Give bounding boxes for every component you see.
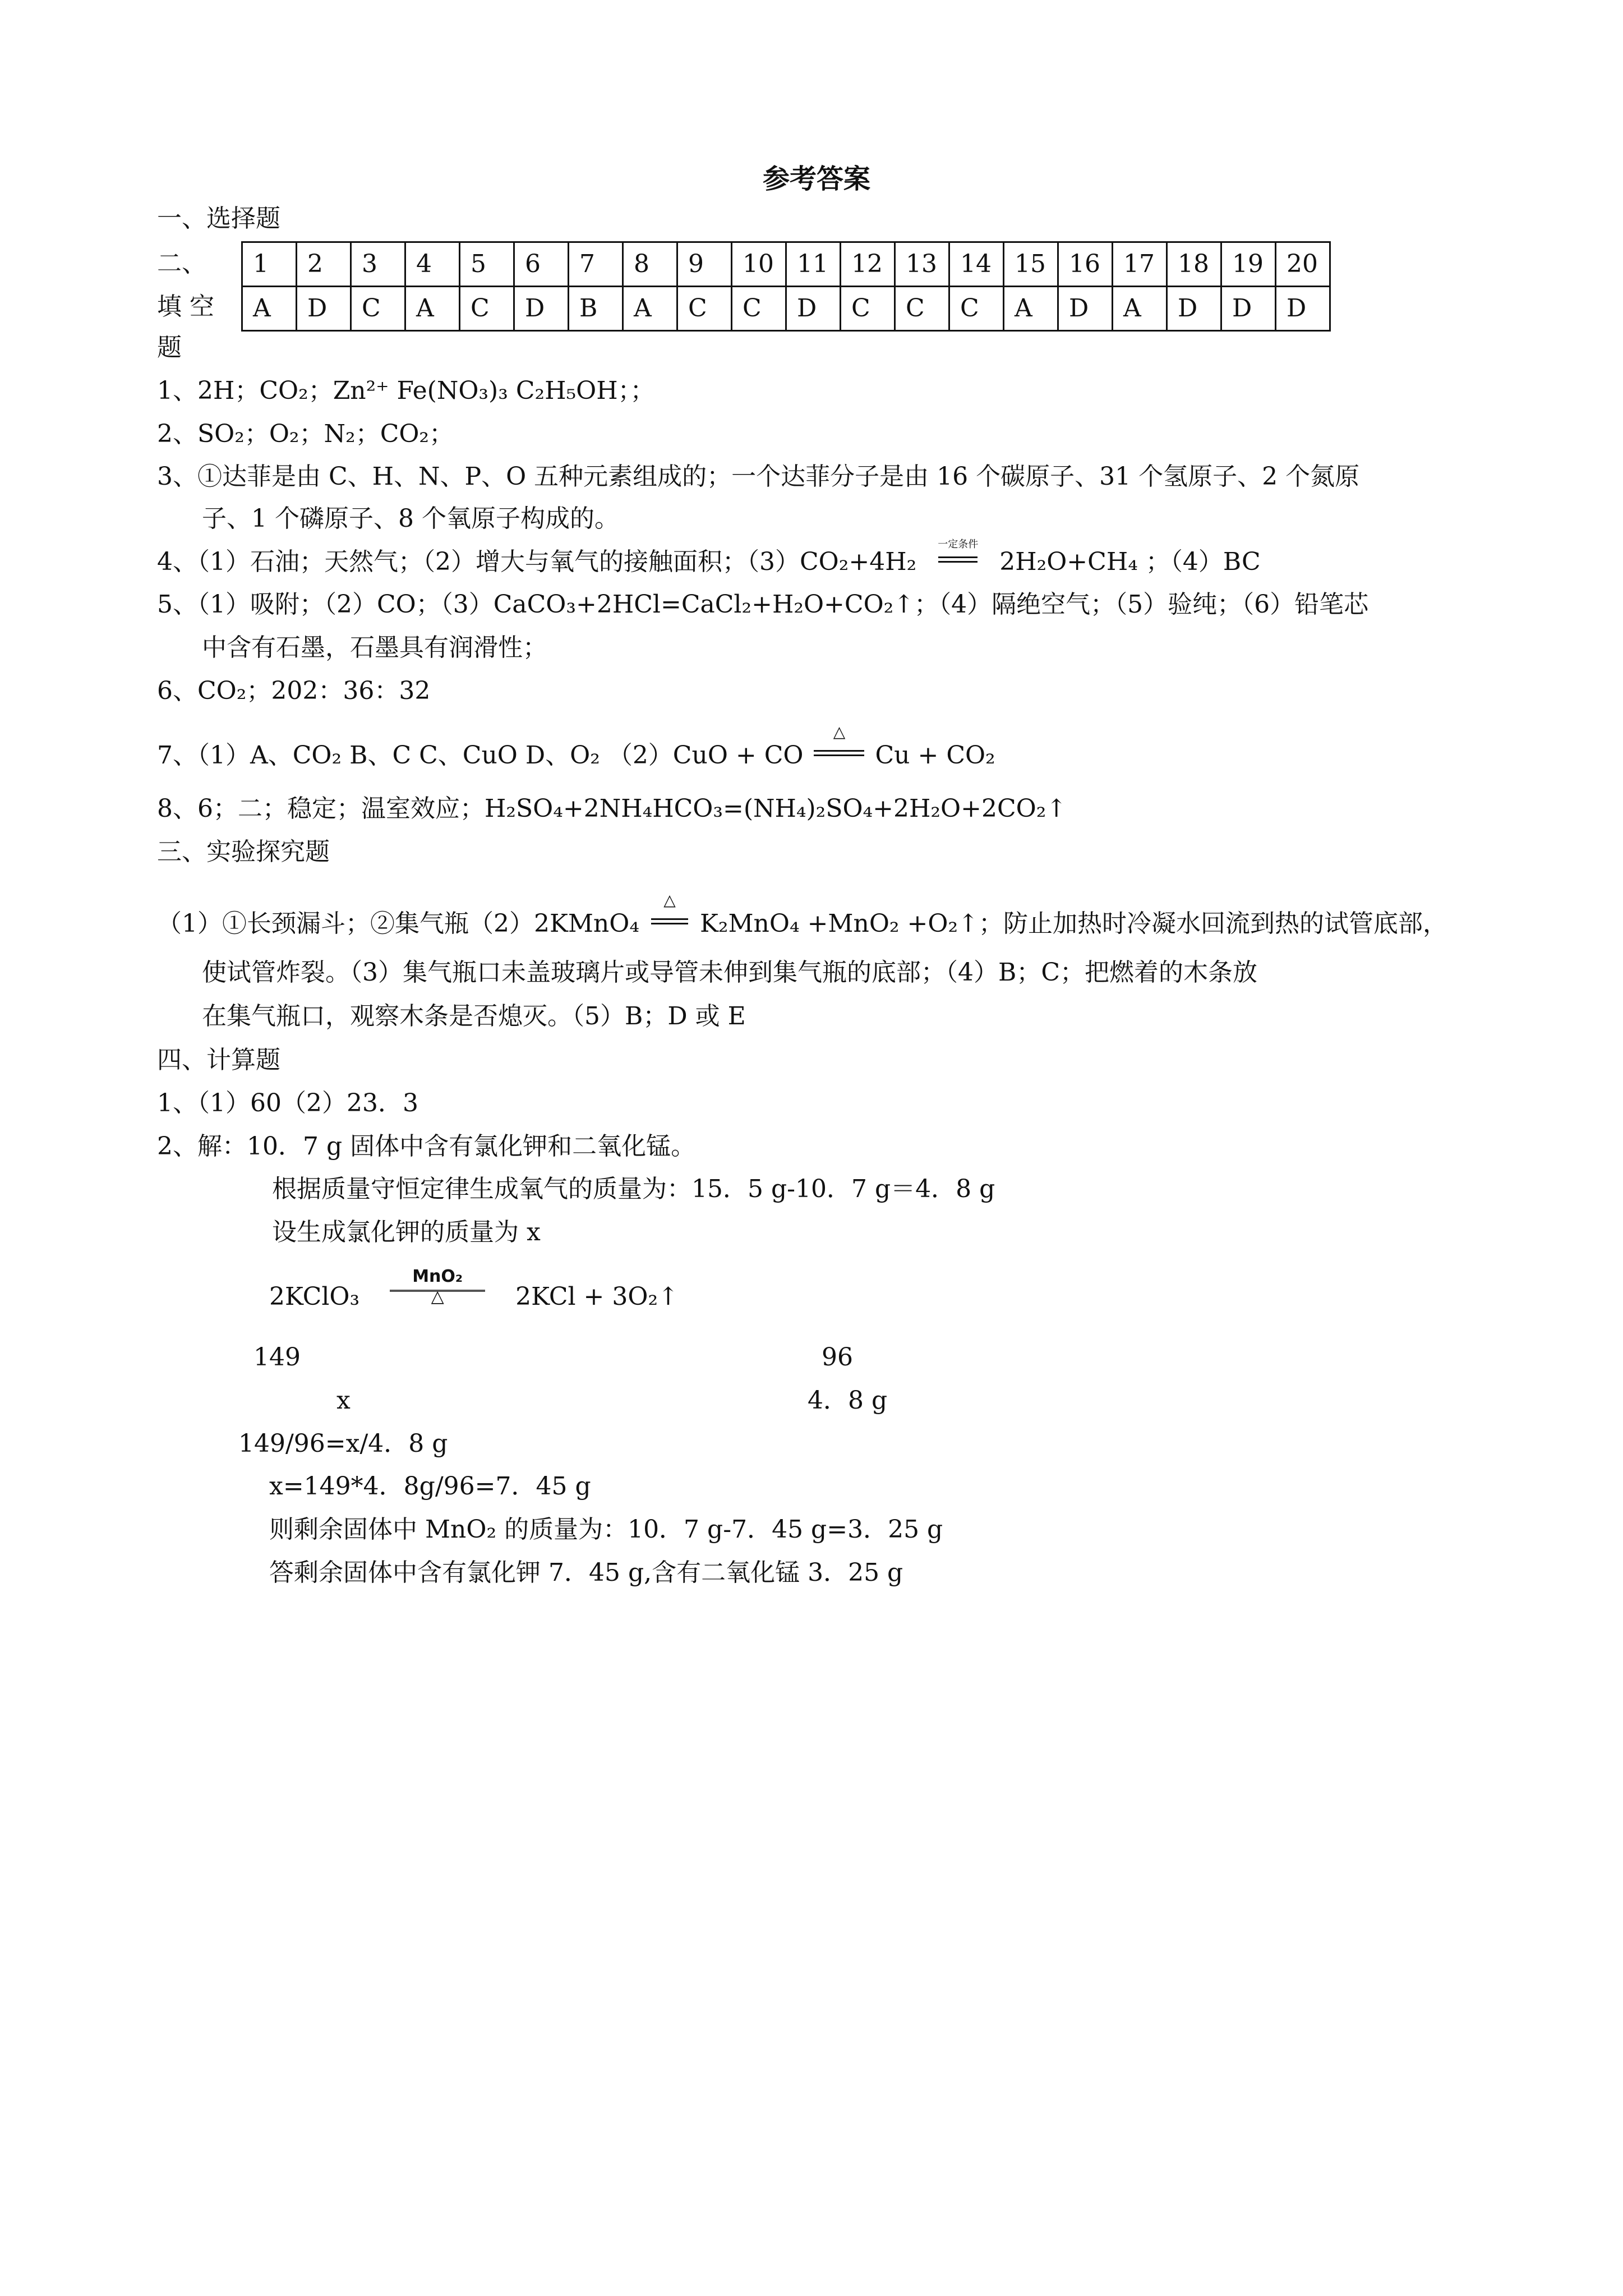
question-number-cell: 12 xyxy=(841,242,895,287)
question-number-cell: 13 xyxy=(895,242,949,287)
fill-answer-7-text-before: 7、（1）A、CO₂ B、C C、CuO D、O₂ （2）CuO + CO xyxy=(157,741,804,770)
section-fill-heading-part1: 二、 xyxy=(157,249,206,278)
reaction-condition-label: 一定条件 xyxy=(938,539,979,550)
question-number-cell: 18 xyxy=(1167,242,1221,287)
section-experiment-heading: 三、实验探究题 xyxy=(157,838,330,866)
question-number-cell: 16 xyxy=(1058,242,1113,287)
question-number-cell: 6 xyxy=(514,242,569,287)
question-number-cell: 15 xyxy=(1004,242,1058,287)
heating-condition-equals xyxy=(811,723,867,768)
fill-answer-8: 8、6；二；稳定；温室效应；H₂SO₄+2NH₄HCO₃=(NH₄)₂SO₄+2H₂O+2CO₂↑ xyxy=(157,794,1067,823)
calc-chemical-equation xyxy=(269,1266,679,1311)
section-fill-heading-part2: 填 空 xyxy=(157,292,214,321)
answer-letter-cell: C xyxy=(841,287,895,331)
calc-unknown-x: x xyxy=(336,1386,351,1415)
question-number-cell: 17 xyxy=(1113,242,1167,287)
fill-answer-5-line2: 中含有石墨，石墨具有润滑性； xyxy=(202,633,547,662)
calc-mno2-mass: 则剩余固体中 MnO₂ 的质量为：10．7 g-7．45 g=3．25 g xyxy=(269,1515,943,1544)
calc-molar-mass-o2: 96 xyxy=(822,1343,853,1372)
experiment-answer-line2: 使试管炸裂。（3）集气瓶口未盖玻璃片或导管未伸到集气瓶的底部；（4）B；C；把燃着的木条放 xyxy=(202,958,1257,987)
calc-molar-mass-kcl: 149 xyxy=(253,1343,301,1372)
fill-answer-4 xyxy=(157,539,1261,576)
fill-answer-4-text-before: 4、（1）石油；天然气；（2）增大与氧气的接触面积；（3）CO₂+4H₂ xyxy=(157,547,917,576)
answer-letter-cell: A xyxy=(1004,287,1058,331)
answer-letter-cell: D xyxy=(1058,287,1113,331)
heating-triangle-icon: △ xyxy=(833,723,846,741)
answer-letter-cell: A xyxy=(623,287,677,331)
experiment-answer-text-after: K₂MnO₄ +MnO₂ +O₂↑；防止加热时冷凝水回流到热的试管底部， xyxy=(699,909,1447,938)
calc-answer-2-intro: 2、解：10．7 g 固体中含有氯化钾和二氧化锰。 xyxy=(157,1132,696,1161)
equation-reactant: 2KClO₃ xyxy=(269,1282,360,1311)
fill-answer-4-text-after: 2H₂O+CH₄ ；（4）BC xyxy=(999,547,1261,576)
heating-condition-equals xyxy=(647,891,692,936)
experiment-answer-text-before: （1）①长颈漏斗；②集气瓶（2）2KMnO₄ xyxy=(157,909,639,938)
question-number-cell: 1 xyxy=(242,242,297,287)
answer-letter-cell: D xyxy=(514,287,569,331)
question-number-cell: 20 xyxy=(1276,242,1330,287)
question-number-cell: 11 xyxy=(786,242,841,287)
fill-answer-3-line2: 子、1 个磷原子、8 个氧原子构成的。 xyxy=(202,504,619,533)
answer-letter-cell: A xyxy=(405,287,460,331)
question-number-cell: 9 xyxy=(677,242,732,287)
answer-letter-cell: C xyxy=(949,287,1004,331)
answer-letter-cell: C xyxy=(732,287,786,331)
answer-letter-cell: A xyxy=(1113,287,1167,331)
question-number-cell: 10 xyxy=(732,242,786,287)
answer-letter-cell: A xyxy=(242,287,297,331)
calc-answer-1: 1、（1）60（2）23．3 xyxy=(157,1089,418,1117)
heating-triangle-icon: △ xyxy=(663,891,676,909)
calc-oxygen-mass-value: 4．8 g xyxy=(808,1386,888,1415)
experiment-answer-line1 xyxy=(157,891,1447,938)
answer-letter-cell: D xyxy=(786,287,841,331)
calc-ratio: 149/96=x/4．8 g xyxy=(238,1429,448,1458)
heating-triangle-icon: △ xyxy=(431,1286,444,1306)
catalyst-label: MnO₂ xyxy=(412,1266,463,1286)
question-number-cell: 3 xyxy=(351,242,405,287)
reaction-condition-equals xyxy=(924,539,992,574)
fill-answer-2: 2、SO₂；O₂；N₂；CO₂； xyxy=(157,420,454,448)
question-number-cell: 4 xyxy=(405,242,460,287)
calc-solve-x: x=149*4．8g/96=7．45 g xyxy=(269,1472,591,1501)
equals-bar xyxy=(938,556,978,563)
page-title: 参考答案 xyxy=(763,163,871,195)
answer-letter-cell: B xyxy=(569,287,623,331)
question-number-cell: 7 xyxy=(569,242,623,287)
experiment-answer-line3: 在集气瓶口，观察木条是否熄灭。（5）B；D 或 E xyxy=(202,1002,746,1030)
question-number-cell: 14 xyxy=(949,242,1004,287)
answer-letter-cell: D xyxy=(1167,287,1221,331)
answer-letter-cell: D xyxy=(1276,287,1330,331)
fill-answer-7 xyxy=(157,723,995,770)
question-number-cell: 2 xyxy=(297,242,351,287)
choice-answer-table xyxy=(241,241,1331,332)
fill-answer-6: 6、CO₂；202：36：32 xyxy=(157,677,431,705)
answer-letter-cell: C xyxy=(895,287,949,331)
fill-answer-3-line1: 3、①达菲是由 C、H、N、P、O 五种元素组成的；一个达菲分子是由 16 个碳原子、31 个氢原子、2 个氮原 xyxy=(157,462,1360,491)
answer-letter-cell: C xyxy=(460,287,514,331)
fill-answer-7-text-after: Cu + CO₂ xyxy=(875,741,995,770)
section-choice-heading: 一、选择题 xyxy=(157,204,280,233)
section-calculation-heading: 四、计算题 xyxy=(157,1046,280,1074)
calc-let-x: 设生成氯化钾的质量为 x xyxy=(272,1218,541,1246)
answer-letter-cell: C xyxy=(351,287,405,331)
equation-products: 2KCl + 3O₂↑ xyxy=(515,1282,679,1311)
catalyst-condition-equals xyxy=(384,1266,491,1311)
calc-oxygen-mass: 根据质量守恒定律生成氧气的质量为：15．5 g-10．7 g＝4．8 g xyxy=(272,1175,995,1203)
calc-final-answer: 答剩余固体中含有氯化钾 7．45 g,含有二氧化锰 3．25 g xyxy=(269,1558,903,1587)
answer-letter-cell: D xyxy=(297,287,351,331)
answer-letter-row xyxy=(242,287,1330,331)
equals-bar xyxy=(651,918,688,924)
section-fill-heading-part3: 题 xyxy=(157,333,182,362)
fill-answer-1: 1、2H；CO₂；Zn²⁺ Fe(NO₃)₃ C₂H₅OH；； xyxy=(157,376,655,405)
question-number-cell: 5 xyxy=(460,242,514,287)
question-number-cell: 8 xyxy=(623,242,677,287)
question-number-row xyxy=(242,242,1330,287)
fill-answer-5-line1: 5、（1）吸附；（2）CO；（3）CaCO₃+2HCl=CaCl₂+H₂O+CO₂↑；（4）隔绝空气；（5）验纯；（6）铅笔芯 xyxy=(157,590,1369,619)
answer-letter-cell: D xyxy=(1221,287,1276,331)
answer-letter-cell: C xyxy=(677,287,732,331)
question-number-cell: 19 xyxy=(1221,242,1276,287)
equals-bar xyxy=(814,750,864,756)
